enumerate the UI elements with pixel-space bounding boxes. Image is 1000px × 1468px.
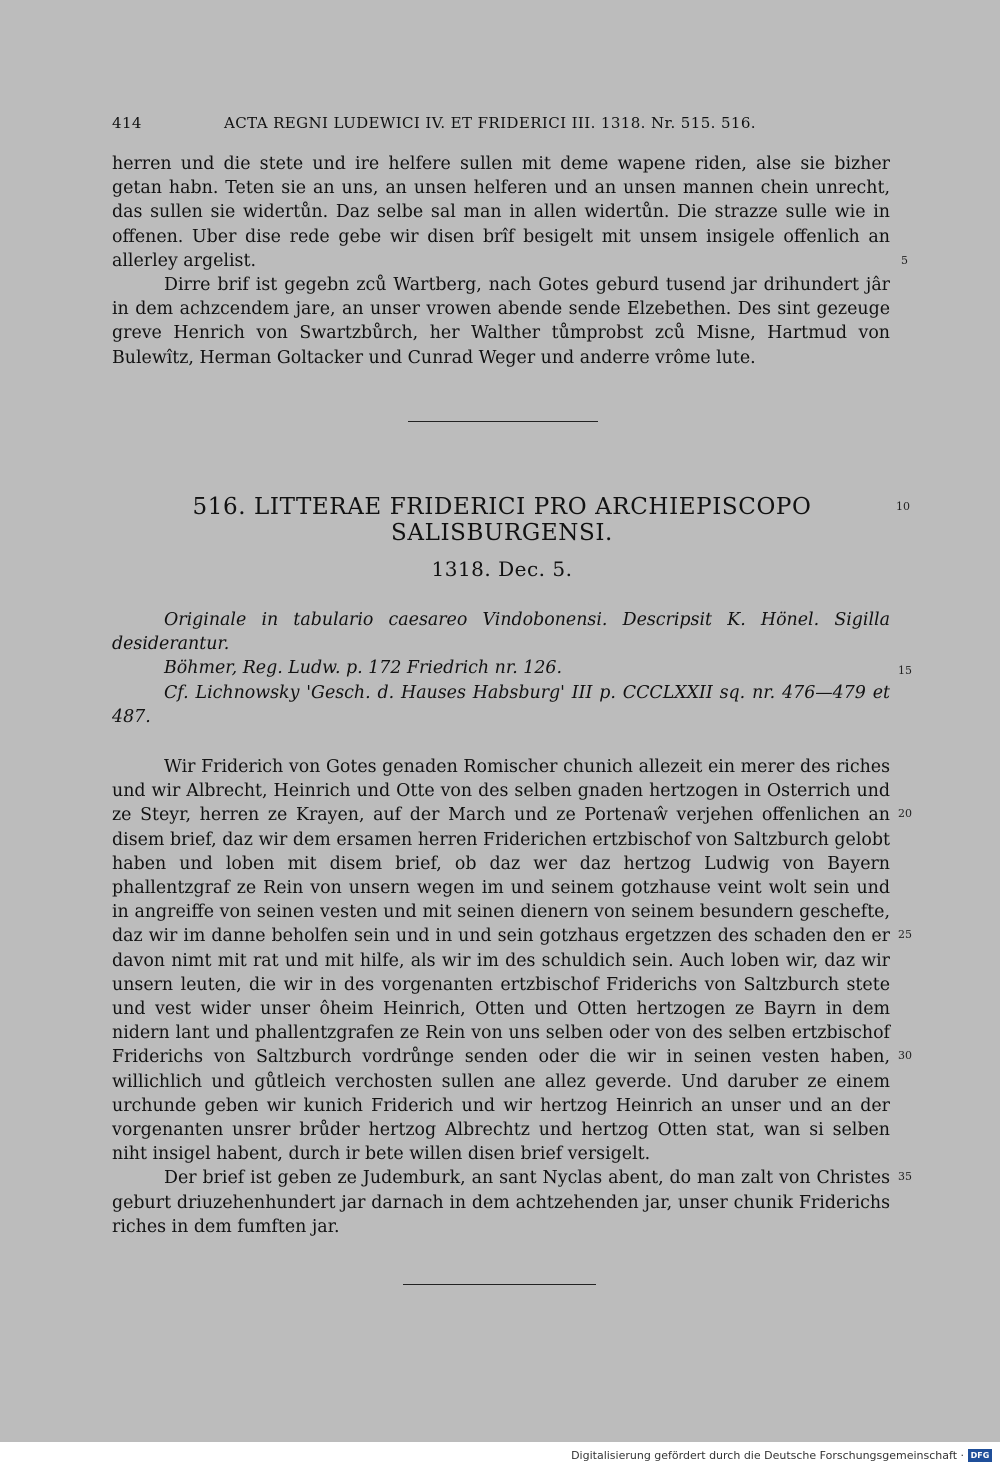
dfg-logo-icon: DFG (968, 1449, 992, 1462)
doc516-text (112, 755, 890, 1239)
page-number: 414 (112, 114, 142, 132)
end-divider (403, 1284, 596, 1285)
line-number-5: 5 (901, 254, 908, 267)
source-note-3: Cf. Lichnowsky 'Gesch. d. Hauses Habsburg' III p. CCCLXXII sq. nr. 476—479 et 487. (112, 682, 890, 727)
doc516-title-line-1: 516. LITTERAE FRIDERICI PRO ARCHIEPISCOPO (192, 494, 812, 520)
source-note-2: Böhmer, Reg. Ludw. p. 172 Friedrich nr. 126. (164, 658, 563, 679)
line-number-15: 15 (898, 664, 912, 677)
doc516-body: Wir Friderich von Gotes genaden Romischer chunich allezeit ein merer des riches und wir Albrecht, Heinrich und Otte von des selben gnaden hertzogen in Osterrich und ze Steyr, herren ze Krayen, auf der March und ze Portenaŵ verjehen offenlichen an disem brief, daz wir dem ersamen herren Friderichen ertzbischof von Saltzburch gelobt haben und loben mit disem brief, ob daz wer daz hertzog Ludwig von Bayern phallentzgraf ze Rein von unsern wegen im und seinem gotzhause veint wolt sein und in angreiffe von seinen vesten und mit seinen dienern von seinem besundern geschefte, daz wir im danne beholfen sein und in und sein gotzhaus ergetzzen des schaden den er davon nimt mit rat und mit hilfe, als wir im des schuldich sein. Auch loben wir, daz wir unsern leuten, die wir in des vorgenanten ertzbischof Friderichs von Saltzburch stete und vest wider unser ôheim Heinrich, Otten und Otten hertzogen ze Bayrn in dem nidern lant und phallentzgrafen ze Rein von uns selben oder von des selben ertzbischof Friderichs von Saltzburch vordrůnge senden oder die wir in seinen vesten haben, willichlich und gůtleich verchosten sullen ane allez geverde. Und daruber ze einem urchunde geben wir kunich Friderich und wir hertzog Heinrich an unser und an der vorgenanten unsrer brůder hertzog Albrechtz und hertzog Otten stat, wan si selben niht insigel habent, durch ir bete willen disen brief versigelt. (112, 757, 890, 1165)
running-title: ACTA REGNI LUDEWICI IV. ET FRIDERICI III. 1318. Nr. 515. 516. (224, 114, 756, 132)
line-number-30: 30 (898, 1049, 912, 1062)
section-divider (408, 421, 598, 422)
source-note-1: Originale in tabulario caesareo Vindobonensi. Descripsit K. Hönel. Sigilla desiderantur. (112, 610, 890, 655)
doc516-closing: Der brief ist geben ze Judemburk, an sant Nyclas abent, do man zalt von Christes geburt driuzehenhundert jar darnach in dem achtzehenden jar, unser chunik Friderichs riches in dem fumften jar. (112, 1168, 890, 1237)
doc516-sources (112, 608, 890, 729)
doc516-date: 1318. Dec. 5. (431, 557, 573, 581)
doc516-title-line-2: SALISBURGENSI. (391, 520, 613, 546)
footer-bar (0, 1444, 1000, 1468)
doc515-paragraph-1: herren und die stete und ire helfere sullen mit deme wapene riden, alse sie bizher getan habn. Teten sie an uns, an unsen helferen und an unsen mannen chein unrecht, das sullen sie widertůn. Daz selbe sal man in allen widertůn. Die strazze sulle wie in offenen. Uber dise rede gebe wir disen brîf besigelt mit unsem insigele offenlich an allerley argelist. (112, 154, 890, 271)
line-number-20: 20 (898, 807, 912, 820)
line-number-10: 10 (896, 500, 910, 513)
doc516-title (112, 494, 892, 546)
line-number-35: 35 (898, 1170, 912, 1183)
line-number-25: 25 (898, 928, 912, 941)
doc515-paragraph-2: Dirre brif ist gegebn zců Wartberg, nach Gotes geburd tusend jar drihundert jâr in dem achzcendem jare, an unser vrowen abende sende Elzebethen. Des sint gezeuge greve Henrich von Swartzbůrch, her Walther tůmprobst zců Misne, Hartmud von Bulewîtz, Herman Goltacker und Cunrad Weger und anderre vrôme lute. (112, 275, 890, 368)
dfg-credit: Digitalisierung gefördert durch die Deutsche Forschungsgemeinschaft · (571, 1449, 964, 1462)
doc515-text (112, 152, 890, 370)
